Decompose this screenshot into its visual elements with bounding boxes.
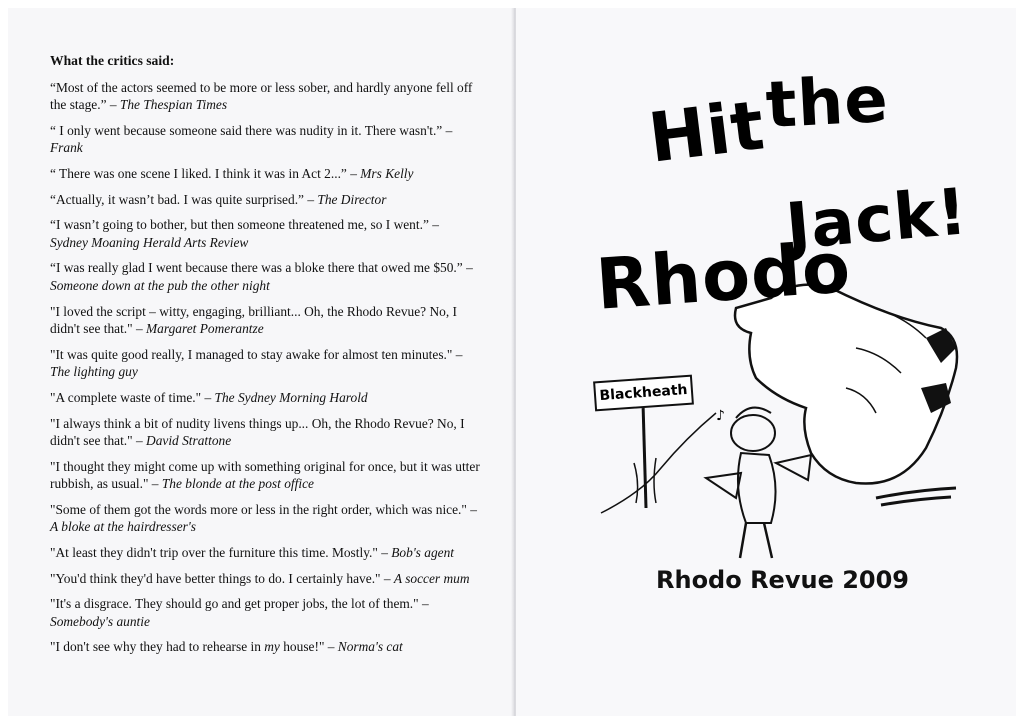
quote-text: “Most of the actors seemed to be more or less sober, and hardly anyone fell off the stage.”: [50, 79, 473, 113]
man-cap: [736, 408, 771, 418]
signpost-pole: [643, 403, 646, 508]
quote-attribution: Frank: [50, 140, 83, 156]
quote-item: [50, 501, 480, 536]
quote-text: "You'd think they'd have better things to do. I certainly have.": [50, 570, 381, 586]
quote-item: [50, 346, 480, 381]
quote-attribution: A bloke at the hairdresser's: [50, 519, 196, 535]
quote-separator: –: [324, 639, 338, 655]
quote-item: [50, 458, 480, 493]
quote-attribution: Norma's cat: [337, 639, 403, 655]
critics-heading: What the critics said:: [50, 53, 175, 68]
quote-separator: –: [418, 596, 429, 612]
blackheath-sign: Blackheath: [593, 375, 694, 412]
giant-hand: [735, 285, 957, 484]
quote-text: “ I only went because someone said there was nudity in it. There wasn't.”: [50, 122, 443, 138]
quote-item: [50, 191, 480, 209]
quote-item: [50, 544, 480, 562]
quote-attribution: A soccer mum: [393, 570, 470, 586]
man-map: [706, 455, 811, 498]
quote-separator: –: [452, 346, 463, 362]
motion-line: [601, 413, 716, 513]
quote-item: [50, 595, 480, 630]
quote-list: [50, 79, 480, 631]
quote-attribution: The blonde at the post office: [161, 476, 314, 492]
quote-attribution: The Director: [317, 191, 387, 207]
quote-text: "I always think a bit of nudity livens things up... Oh, the Rhodo Revue? No, I didn't see that.": [50, 415, 465, 449]
critics-section: [50, 52, 480, 664]
quote-item: [50, 165, 480, 183]
quote-item: [50, 303, 480, 338]
quote-text: “I was really glad I went because there was a bloke there that owed me $50.”: [50, 260, 463, 276]
quote-attribution: David Strattone: [146, 433, 232, 449]
quote-text: "It was quite good really, I managed to stay awake for almost ten minutes.": [50, 346, 453, 362]
quote-item: [50, 415, 480, 450]
quote-attribution: The Thespian Times: [119, 97, 228, 113]
title-word-the: the: [764, 62, 891, 144]
quote-item: [50, 389, 480, 407]
quote-item: [50, 79, 480, 114]
quote-separator: –: [442, 122, 453, 138]
quote-attribution: The Sydney Morning Harold: [214, 389, 368, 405]
quote-text: "It's a disgrace. They should go and get proper jobs, the lot of them.": [50, 596, 419, 612]
quote-separator: –: [132, 433, 147, 449]
quote-separator: –: [346, 165, 361, 181]
quote-text-end: house!": [279, 639, 325, 655]
man-head: [731, 415, 775, 451]
quote-separator: –: [201, 389, 215, 405]
quote-item: [50, 570, 480, 588]
quote-item: [50, 259, 480, 294]
title-word-jack: Jack!: [783, 175, 971, 265]
quote-text: "I loved the script – witty, engaging, brilliant... Oh, the Rhodo Revue? No, I didn't see that.": [50, 303, 457, 337]
quote-emphasis: my: [264, 639, 280, 655]
quote-text: "A complete waste of time.": [50, 389, 202, 405]
quote-text: "I don't see why they had to rehearse in: [50, 639, 265, 655]
quote-separator: –: [466, 501, 477, 517]
title-word-hit: Hit: [644, 86, 770, 179]
quote-text: “I wasn’t going to bother, but then someone threatened me, so I went.”: [50, 217, 429, 233]
quote-separator: –: [462, 260, 473, 276]
booklet-spread: [8, 8, 1016, 716]
music-note-icon: ♪: [716, 408, 725, 424]
quote-separator: –: [428, 217, 439, 233]
quote-text: “Actually, it wasn’t bad. I was quite surprised.”: [50, 191, 304, 207]
man-body: [738, 453, 776, 523]
quote-attribution: Bob's agent: [391, 545, 454, 561]
quote-text: "Some of them got the words more or less in the right order, which was nice.": [50, 501, 467, 517]
quote-text: "I thought they might come up with something original for once, but it was utter rubbish, as usual.": [50, 458, 480, 492]
quote-separator: –: [380, 570, 394, 586]
quote-separator: –: [303, 191, 318, 207]
quote-separator: –: [377, 545, 392, 561]
quote-attribution: The lighting guy: [50, 364, 138, 380]
quote-text: “ There was one scene I liked. I think it was in Act 2...”: [50, 165, 347, 181]
quote-separator: –: [132, 321, 147, 337]
quote-separator: –: [106, 97, 120, 113]
quote-attribution: Sydney Moaning Herald Arts Review: [50, 234, 249, 250]
quote-separator: –: [148, 476, 162, 492]
quote-text: "At least they didn't trip over the furniture this time. Mostly.": [50, 545, 378, 561]
quote-item: [50, 122, 480, 157]
quote-attribution: Mrs Kelly: [360, 165, 414, 181]
quote-attribution: Someone down at the pub the other night: [50, 277, 270, 293]
right-page: [516, 8, 1016, 716]
title-word-rhodo: Rhodo: [593, 226, 854, 326]
revue-subtitle: Rhodo Revue 2009: [656, 566, 909, 594]
hand-shadow: [876, 488, 956, 505]
quote-attribution: Margaret Pomerantze: [146, 321, 264, 337]
man-legs: [740, 523, 772, 558]
quote-item-last: [50, 638, 480, 656]
left-page: [8, 8, 513, 716]
quote-attribution: Somebody's auntie: [50, 613, 150, 629]
quote-item: [50, 216, 480, 251]
